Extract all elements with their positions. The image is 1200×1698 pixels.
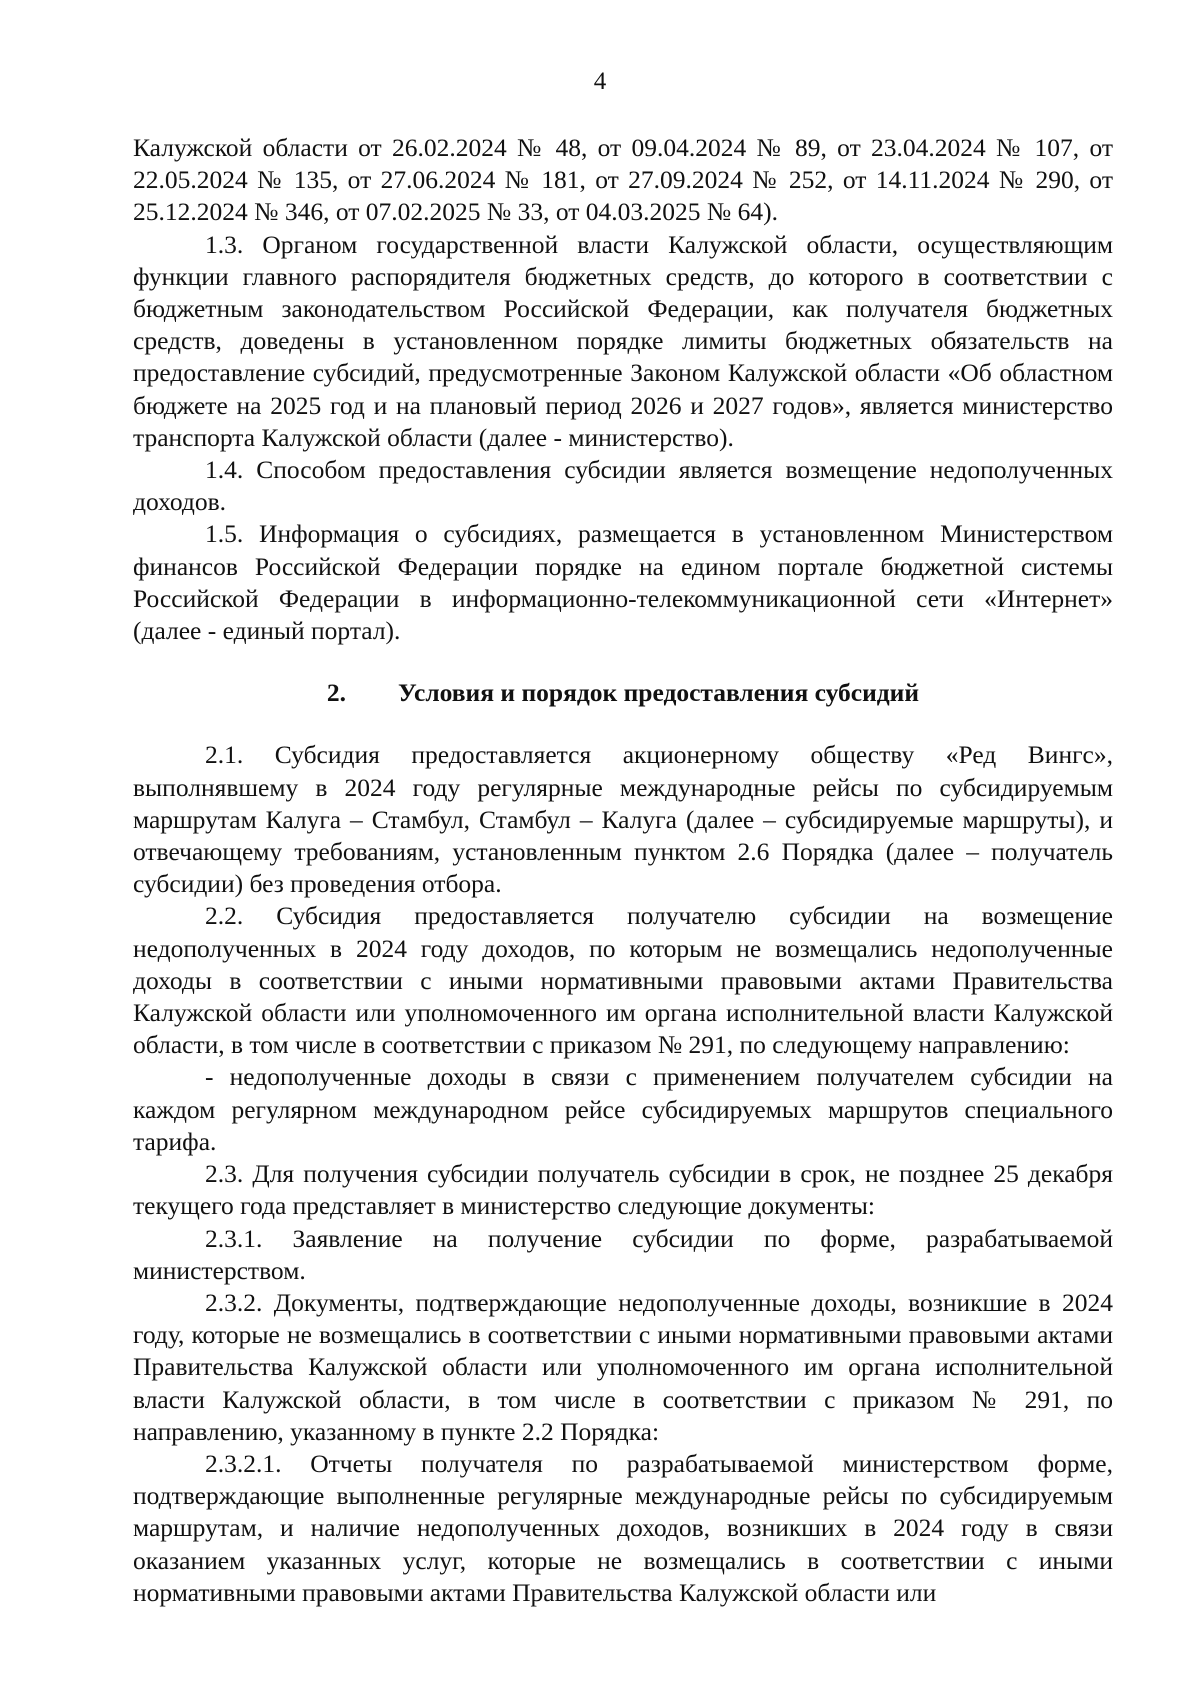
section-number: 2. [326, 678, 347, 708]
paragraph-continuation: Калужской области от 26.02.2024 № 48, от 09.04.2024 № 89, от 23.04.2024 № 107, от 22.05.2024 № 135, от 27.06.2024 № 181, от 27.09.2024 № 252, от 14.11.2024 № 290, от 25.12.2024 № 346, от 07.02.2025 № 33, от 04.03.2025 № 64). [133, 133, 1113, 227]
paragraph-2-2-item: - недополученные доходы в связи с применением получателем субсидии на каждом регулярном международном рейсе субсидируемых маршрутов специального тарифа. [133, 1062, 1113, 1156]
paragraph-1-5: 1.5. Информация о субсидиях, размещается в установленном Министерством финансов Российской Федерации порядке на едином портале бюджетной системы Российской Федерации в информационно-телекоммуникационной сети «Интернет» (далее - единый портал). [133, 519, 1113, 646]
paragraph-2-2: 2.2. Субсидия предоставляется получателю субсидии на возмещение недополученных в 2024 году доходов, по которым не возмещались недополученные доходы в соответствии с иными нормативными правовыми актами Правительства Калужской области или уполномоченного им органа исполнительной власти Калужской области, в том числе в соответствии с приказом № 291, по следующему направлению: [133, 901, 1113, 1060]
page-number: 4 [593, 68, 607, 95]
document-body [133, 132, 1113, 1609]
paragraph-2-1: 2.1. Субсидия предоставляется акционерному обществу «Ред Вингс», выполнявшему в 2024 году регулярные международные рейсы по субсидируемым маршрутам Калуга – Стамбул, Стамбул – Калуга (далее – субсидируемые маршруты), и отвечающему требованиям, установленным пунктом 2.6 Порядка (далее – получатель субсидии) без проведения отбора. [133, 740, 1113, 899]
section-heading [133, 677, 1113, 709]
paragraph-2-3-2: 2.3.2. Документы, подтверждающие недополученные доходы, возникшие в 2024 году, которые не возмещались в соответствии с иными нормативными правовыми актами Правительства Калужской области или уполномоченного им органа исполнительной власти Калужской области, в том числе в соответствии с приказом № 291, по направлению, указанному в пункте 2.2 Порядка: [133, 1287, 1113, 1446]
paragraph-2-3: 2.3. Для получения субсидии получатель субсидии в срок, не позднее 25 декабря текущего года представляет в министерство следующие документы: [133, 1159, 1113, 1221]
paragraph-1-3: 1.3. Органом государственной власти Калужской области, осуществляющим функции главного распорядителя бюджетных средств, до которого в соответствии с бюджетным законодательством Российской Федерации, как получателя бюджетных средств, доведены в установленном порядке лимиты бюджетных обязательств на предоставление субсидий, предусмотренные Законом Калужской области «Об областном бюджете на 2025 год и на плановый период 2026 и 2027 годов», является министерство транспорта Калужской области (далее - министерство). [133, 229, 1113, 452]
section-title: Условия и порядок предоставления субсидий [398, 678, 920, 708]
paragraph-1-4: 1.4. Способом предоставления субсидии является возмещение недополученных доходов. [133, 455, 1113, 517]
paragraph-2-3-2-1: 2.3.2.1. Отчеты получателя по разрабатываемой министерством форме, подтверждающие выполненные регулярные международные рейсы по субсидируемым маршрутам, и наличие недополученных доходов, возникших в 2024 году в связи оказанием указанных услуг, которые не возмещались в соответствии с иными нормативными правовыми актами Правительства Калужской области или [133, 1448, 1113, 1607]
paragraph-2-3-1: 2.3.1. Заявление на получение субсидии по форме, разрабатываемой министерством. [133, 1223, 1113, 1285]
